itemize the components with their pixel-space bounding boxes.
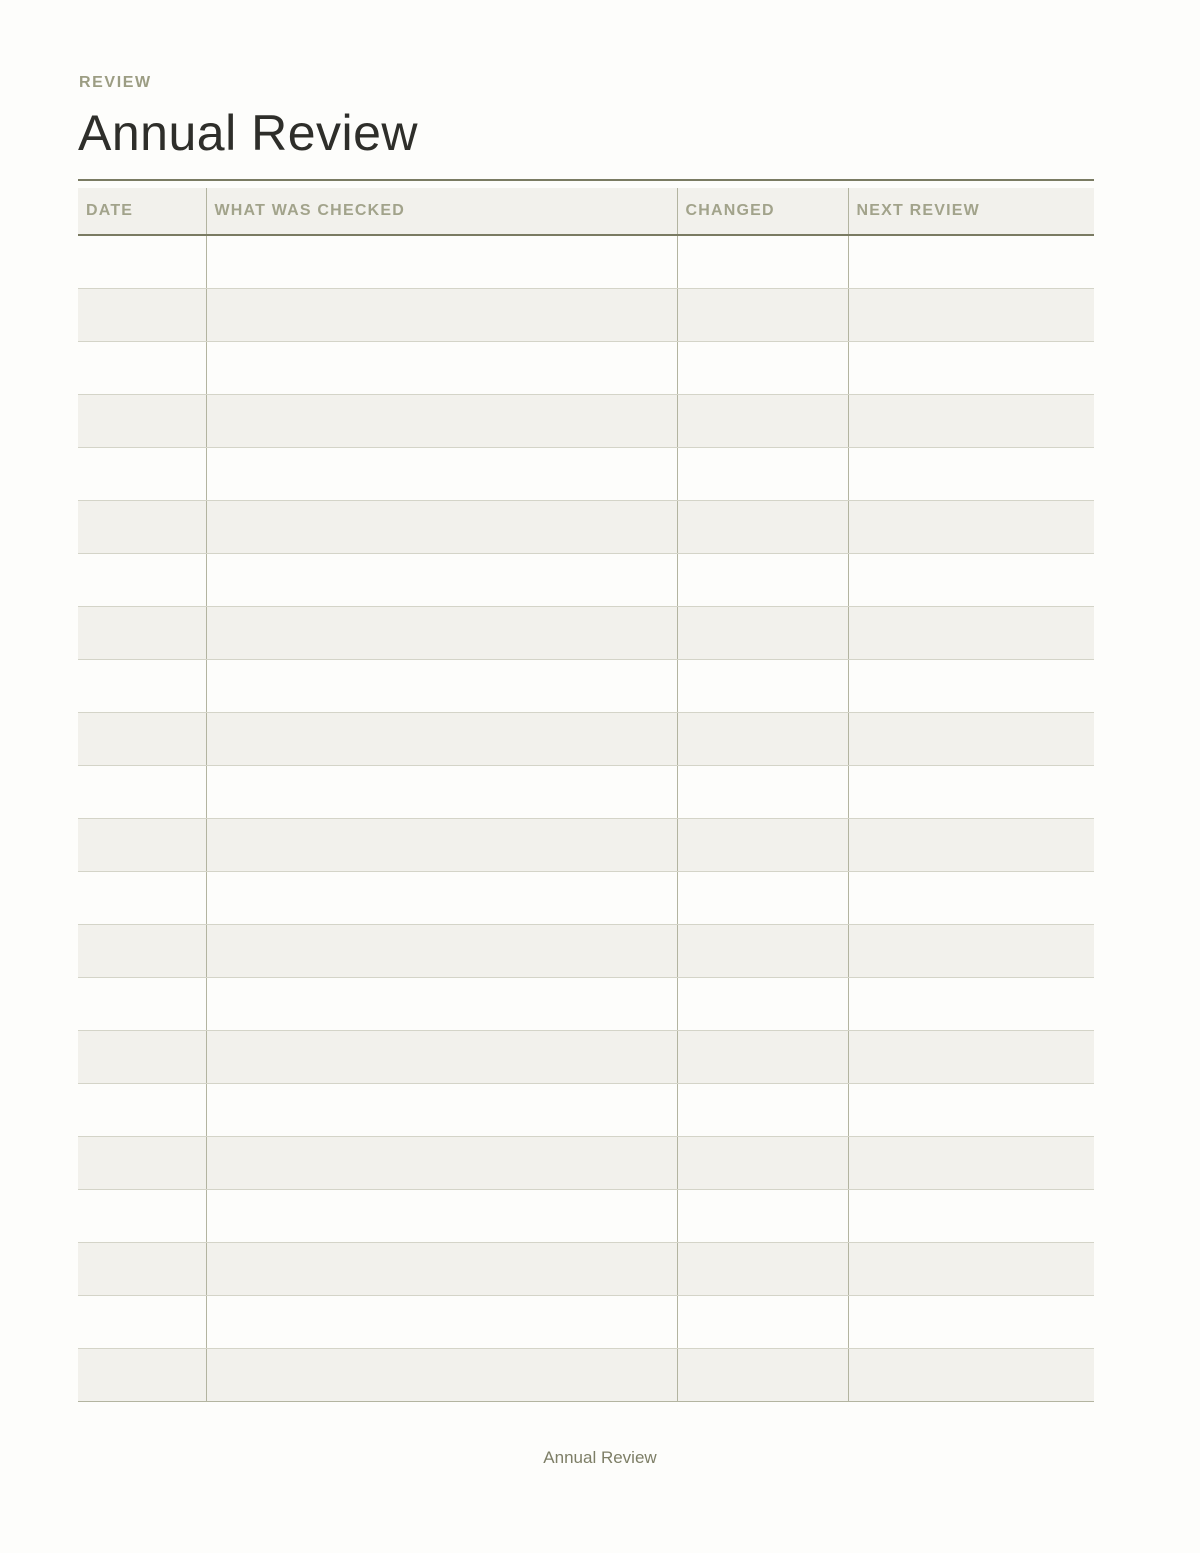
table-row [78,289,1094,342]
next-review-cell[interactable] [848,1296,1094,1349]
changed-cell[interactable] [677,1190,848,1243]
table-row [78,978,1094,1031]
date-cell[interactable] [78,1349,206,1402]
changed-cell[interactable] [677,819,848,872]
table-row [78,1190,1094,1243]
table-row [78,925,1094,978]
column-header-date: DATE [78,188,206,235]
what-was-checked-cell[interactable] [206,289,677,342]
table-row [78,766,1094,819]
changed-cell[interactable] [677,1349,848,1402]
date-cell[interactable] [78,1243,206,1296]
next-review-cell[interactable] [848,607,1094,660]
table-row [78,872,1094,925]
what-was-checked-cell[interactable] [206,1031,677,1084]
changed-cell[interactable] [677,925,848,978]
date-cell[interactable] [78,819,206,872]
date-cell[interactable] [78,1190,206,1243]
changed-cell[interactable] [677,1296,848,1349]
changed-cell[interactable] [677,1031,848,1084]
changed-cell[interactable] [677,395,848,448]
column-header-changed: CHANGED [677,188,848,235]
changed-cell[interactable] [677,554,848,607]
table-row [78,395,1094,448]
changed-cell[interactable] [677,1137,848,1190]
table-row [78,1349,1094,1402]
next-review-cell[interactable] [848,1349,1094,1402]
title-divider [78,179,1094,181]
what-was-checked-cell[interactable] [206,342,677,395]
column-header-what-was-checked: WHAT WAS CHECKED [206,188,677,235]
next-review-cell[interactable] [848,660,1094,713]
what-was-checked-cell[interactable] [206,395,677,448]
table-row [78,660,1094,713]
date-cell[interactable] [78,766,206,819]
table-body [78,235,1094,1402]
next-review-cell[interactable] [848,1190,1094,1243]
what-was-checked-cell[interactable] [206,235,677,289]
table-row [78,607,1094,660]
next-review-cell[interactable] [848,501,1094,554]
what-was-checked-cell[interactable] [206,1243,677,1296]
what-was-checked-cell[interactable] [206,1190,677,1243]
table-row [78,1084,1094,1137]
what-was-checked-cell[interactable] [206,501,677,554]
table-row [78,1137,1094,1190]
table-row [78,819,1094,872]
what-was-checked-cell[interactable] [206,554,677,607]
table-row [78,501,1094,554]
what-was-checked-cell[interactable] [206,925,677,978]
date-cell[interactable] [78,713,206,766]
what-was-checked-cell[interactable] [206,872,677,925]
page-footer: Annual Review [543,1448,657,1467]
changed-cell[interactable] [677,342,848,395]
next-review-cell[interactable] [848,978,1094,1031]
changed-cell[interactable] [677,713,848,766]
table-row [78,448,1094,501]
changed-cell[interactable] [677,660,848,713]
changed-cell[interactable] [677,235,848,289]
table-row [78,713,1094,766]
changed-cell[interactable] [677,289,848,342]
what-was-checked-cell[interactable] [206,1349,677,1402]
what-was-checked-cell[interactable] [206,978,677,1031]
date-cell[interactable] [78,448,206,501]
table-row [78,1031,1094,1084]
what-was-checked-cell[interactable] [206,713,677,766]
next-review-cell[interactable] [848,235,1094,289]
table-row [78,342,1094,395]
date-cell[interactable] [78,978,206,1031]
section-label: REVIEW [79,74,152,91]
changed-cell[interactable] [677,766,848,819]
next-review-cell[interactable] [848,1084,1094,1137]
date-cell[interactable] [78,660,206,713]
date-cell[interactable] [78,235,206,289]
table-row [78,554,1094,607]
next-review-cell[interactable] [848,448,1094,501]
next-review-cell[interactable] [848,1031,1094,1084]
table-header-row [78,188,1094,235]
review-log-table [78,188,1094,1402]
next-review-cell[interactable] [848,342,1094,395]
column-header-next-review: NEXT REVIEW [848,188,1094,235]
date-cell[interactable] [78,872,206,925]
what-was-checked-cell[interactable] [206,1084,677,1137]
date-cell[interactable] [78,607,206,660]
table-row [78,1243,1094,1296]
date-cell[interactable] [78,925,206,978]
what-was-checked-cell[interactable] [206,1137,677,1190]
date-cell[interactable] [78,1084,206,1137]
changed-cell[interactable] [677,607,848,660]
changed-cell[interactable] [677,448,848,501]
next-review-cell[interactable] [848,289,1094,342]
next-review-cell[interactable] [848,1137,1094,1190]
changed-cell[interactable] [677,1084,848,1137]
page-title: Annual Review [78,105,419,161]
next-review-cell[interactable] [848,872,1094,925]
next-review-cell[interactable] [848,713,1094,766]
what-was-checked-cell[interactable] [206,766,677,819]
next-review-cell[interactable] [848,819,1094,872]
what-was-checked-cell[interactable] [206,1296,677,1349]
next-review-cell[interactable] [848,925,1094,978]
date-cell[interactable] [78,1296,206,1349]
date-cell[interactable] [78,554,206,607]
changed-cell[interactable] [677,978,848,1031]
date-cell[interactable] [78,501,206,554]
what-was-checked-cell[interactable] [206,660,677,713]
date-cell[interactable] [78,1031,206,1084]
table-row [78,235,1094,289]
date-cell[interactable] [78,289,206,342]
changed-cell[interactable] [677,1243,848,1296]
date-cell[interactable] [78,395,206,448]
what-was-checked-cell[interactable] [206,448,677,501]
what-was-checked-cell[interactable] [206,607,677,660]
next-review-cell[interactable] [848,766,1094,819]
date-cell[interactable] [78,342,206,395]
next-review-cell[interactable] [848,554,1094,607]
next-review-cell[interactable] [848,395,1094,448]
table-row [78,1296,1094,1349]
date-cell[interactable] [78,1137,206,1190]
next-review-cell[interactable] [848,1243,1094,1296]
what-was-checked-cell[interactable] [206,819,677,872]
changed-cell[interactable] [677,872,848,925]
changed-cell[interactable] [677,501,848,554]
